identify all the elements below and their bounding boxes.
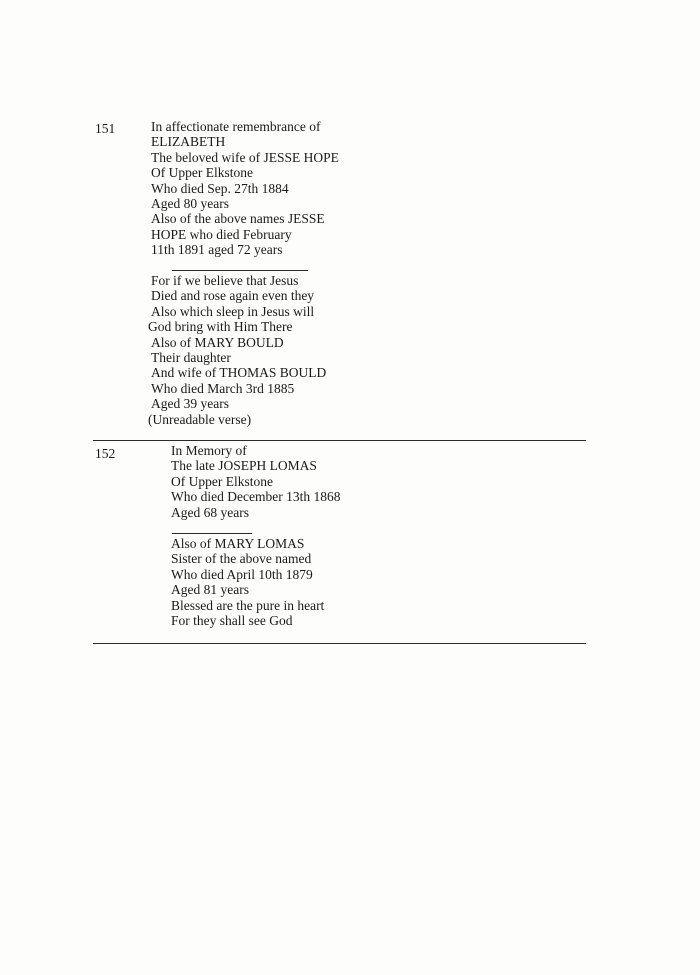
verse-line: Aged 81 years [171,582,249,598]
verse-block [171,536,324,628]
verse-line: God bring with Him There [148,319,293,335]
verse-line: And wife of THOMAS BOULD [151,365,327,381]
entry-number: 151 [95,121,116,136]
verse-line: Who died March 3rd 1885 [151,380,295,396]
inscription-line: Who died Sep. 27th 1884 [151,180,289,196]
inscription-line: Of Upper Elkstone [171,473,273,489]
separator-rule [172,533,252,534]
inscription-line: In affectionate remembrance of [151,119,321,134]
inscription-block [151,119,339,258]
entry-number: 152 [95,446,116,461]
entry-divider [93,643,586,644]
inscription-line: Aged 80 years [151,195,229,211]
verse-line: Died and rose again even they [151,288,315,304]
inscription-line: Of Upper Elkstone [151,165,253,181]
verse-line: Who died April 10th 1879 [171,566,313,582]
verse-line: Also which sleep in Jesus will [151,303,315,319]
inscription-line: 11th 1891 aged 72 years [151,242,283,258]
entry-divider [93,440,586,441]
verse-line: For they shall see God [171,612,293,628]
inscription-line: ELIZABETH [151,134,226,150]
verse-line: For if we believe that Jesus [151,273,299,288]
inscription-line: Who died December 13th 1868 [171,489,341,505]
inscription-line: The late JOSEPH LOMAS [171,458,317,474]
separator-rule [172,270,308,271]
verse-line: Blessed are the pure in heart [171,597,325,613]
verse-line: Their daughter [151,349,231,365]
verse-line: Also of MARY BOULD [151,334,284,350]
inscription-line: The beloved wife of JESSE HOPE [151,149,339,165]
verse-block [148,273,327,427]
inscription-line: Also of the above names JESSE [151,211,325,227]
inscription-line: In Memory of [171,443,247,458]
verse-line: Aged 39 years [151,396,229,412]
verse-line: (Unreadable verse) [148,411,252,427]
inscription-line: HOPE who died February [151,226,292,242]
inscription-line: Aged 68 years [171,504,249,520]
inscription-block [171,443,340,520]
verse-line: Also of MARY LOMAS [171,536,305,551]
verse-line: Sister of the above named [171,551,312,567]
